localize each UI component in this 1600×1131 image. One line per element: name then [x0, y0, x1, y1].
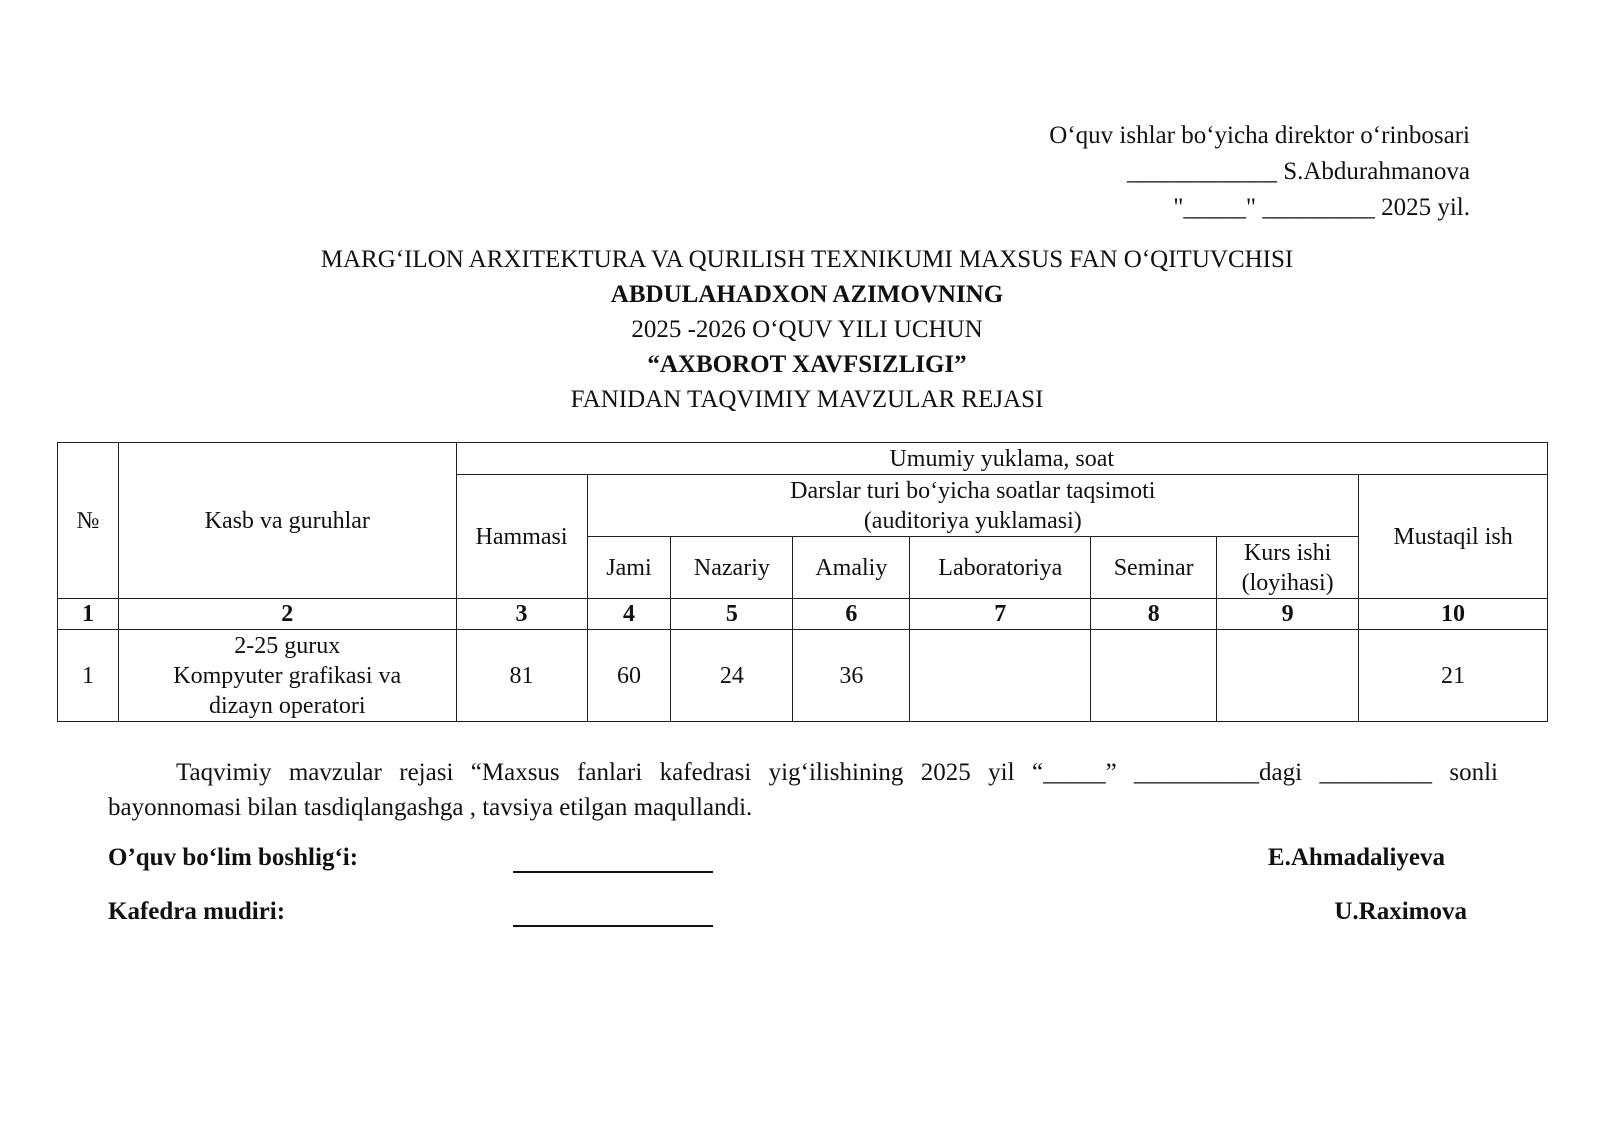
table-row: [58, 630, 1548, 722]
approval-date-line: "_____" _________ 2025 yil.: [1173, 194, 1470, 221]
cell-hammasi: 81: [456, 630, 587, 722]
header-kurs-ishi: [1217, 537, 1359, 599]
column-number: 1: [58, 599, 119, 630]
cell-kasb-line3: dizayn operatori: [208, 692, 366, 719]
cell-jami: 60: [587, 630, 671, 722]
cell-kasb: [118, 630, 456, 722]
header-kurs-line2: (loyihasi): [1241, 569, 1334, 596]
header-kasb: Kasb va guruhlar: [118, 443, 456, 599]
signature-name-1: E.Ahmadaliyeva: [1267, 844, 1445, 871]
title-institution: MARG‘ILON ARXITEKTURA VA QURILISH TEXNIKUMI MAXSUS FAN O‘QITUVCHISI: [320, 246, 1294, 273]
header-darslar-line2: (auditoriya yuklamasi): [863, 507, 1082, 534]
title-plan: FANIDAN TAQVIMIY MAVZULAR REJASI: [570, 386, 1044, 413]
plan-table: [57, 442, 1548, 722]
column-number: 3: [456, 599, 587, 630]
approval-note: Taqvimiy mavzular rejasi “Maxsus fanlari kafedrasi yig‘ilishining 2025 yil “_____” __________dagi _________ sonli bayonnomasi bilan tasdiqlangashga , tavsiya etilgan maqullandi.: [108, 759, 1498, 821]
cell-amaliy: 36: [793, 630, 910, 722]
cell-kasb-line2: Kompyuter grafikasi va: [173, 662, 402, 689]
cell-number: 1: [58, 630, 119, 722]
signature-name-2: U.Raximova: [1334, 898, 1467, 925]
column-number: 5: [671, 599, 793, 630]
cell-kurs-ishi: [1217, 630, 1359, 722]
cell-laboratoriya: [910, 630, 1091, 722]
header-mustaqil: Mustaqil ish: [1359, 475, 1548, 599]
cell-seminar: [1091, 630, 1217, 722]
header-darslar-line1: Darslar turi bo‘yicha soatlar taqsimoti: [790, 477, 1156, 504]
header-hammasi: Hammasi: [456, 475, 587, 599]
document-title: [0, 242, 1600, 417]
column-number: 4: [587, 599, 671, 630]
signature-label-oquv-bolim: O’quv bo‘lim boshlig‘i:: [108, 844, 359, 871]
header-umumiy: Umumiy yuklama, soat: [456, 443, 1547, 475]
header-amaliy: Amaliy: [793, 537, 910, 599]
approval-position: O‘quv ishlar bo‘yicha direktor o‘rinbosari: [1049, 122, 1470, 149]
signature-line-1: [513, 871, 713, 873]
signature-label-kafedra: Kafedra mudiri:: [108, 898, 286, 925]
column-number: 7: [910, 599, 1091, 630]
header-darslar: [587, 475, 1359, 537]
header-kurs-line1: Kurs ishi: [1243, 539, 1332, 566]
approval-block: [1049, 118, 1470, 226]
title-subject: “AXBOROT XAVFSIZLIGI”: [647, 351, 967, 378]
cell-nazariy: 24: [671, 630, 793, 722]
title-year: 2025 -2026 O‘QUV YILI UCHUN: [631, 316, 983, 343]
header-laboratoriya: Laboratoriya: [910, 537, 1091, 599]
column-number: 10: [1359, 599, 1548, 630]
cell-mustaqil: 21: [1359, 630, 1548, 722]
column-number: 9: [1217, 599, 1359, 630]
title-teacher: ABDULAHADXON AZIMOVNING: [610, 281, 1004, 308]
header-jami: Jami: [587, 537, 671, 599]
column-number: 6: [793, 599, 910, 630]
header-number: №: [58, 443, 119, 599]
signature-line-2: [513, 925, 713, 927]
cell-kasb-line1: 2-25 gurux: [234, 632, 341, 659]
column-number: 8: [1091, 599, 1217, 630]
column-number: 2: [118, 599, 456, 630]
header-nazariy: Nazariy: [671, 537, 793, 599]
header-seminar: Seminar: [1091, 537, 1217, 599]
approval-signature-line: ____________ S.Abdurahmanova: [1126, 158, 1470, 185]
